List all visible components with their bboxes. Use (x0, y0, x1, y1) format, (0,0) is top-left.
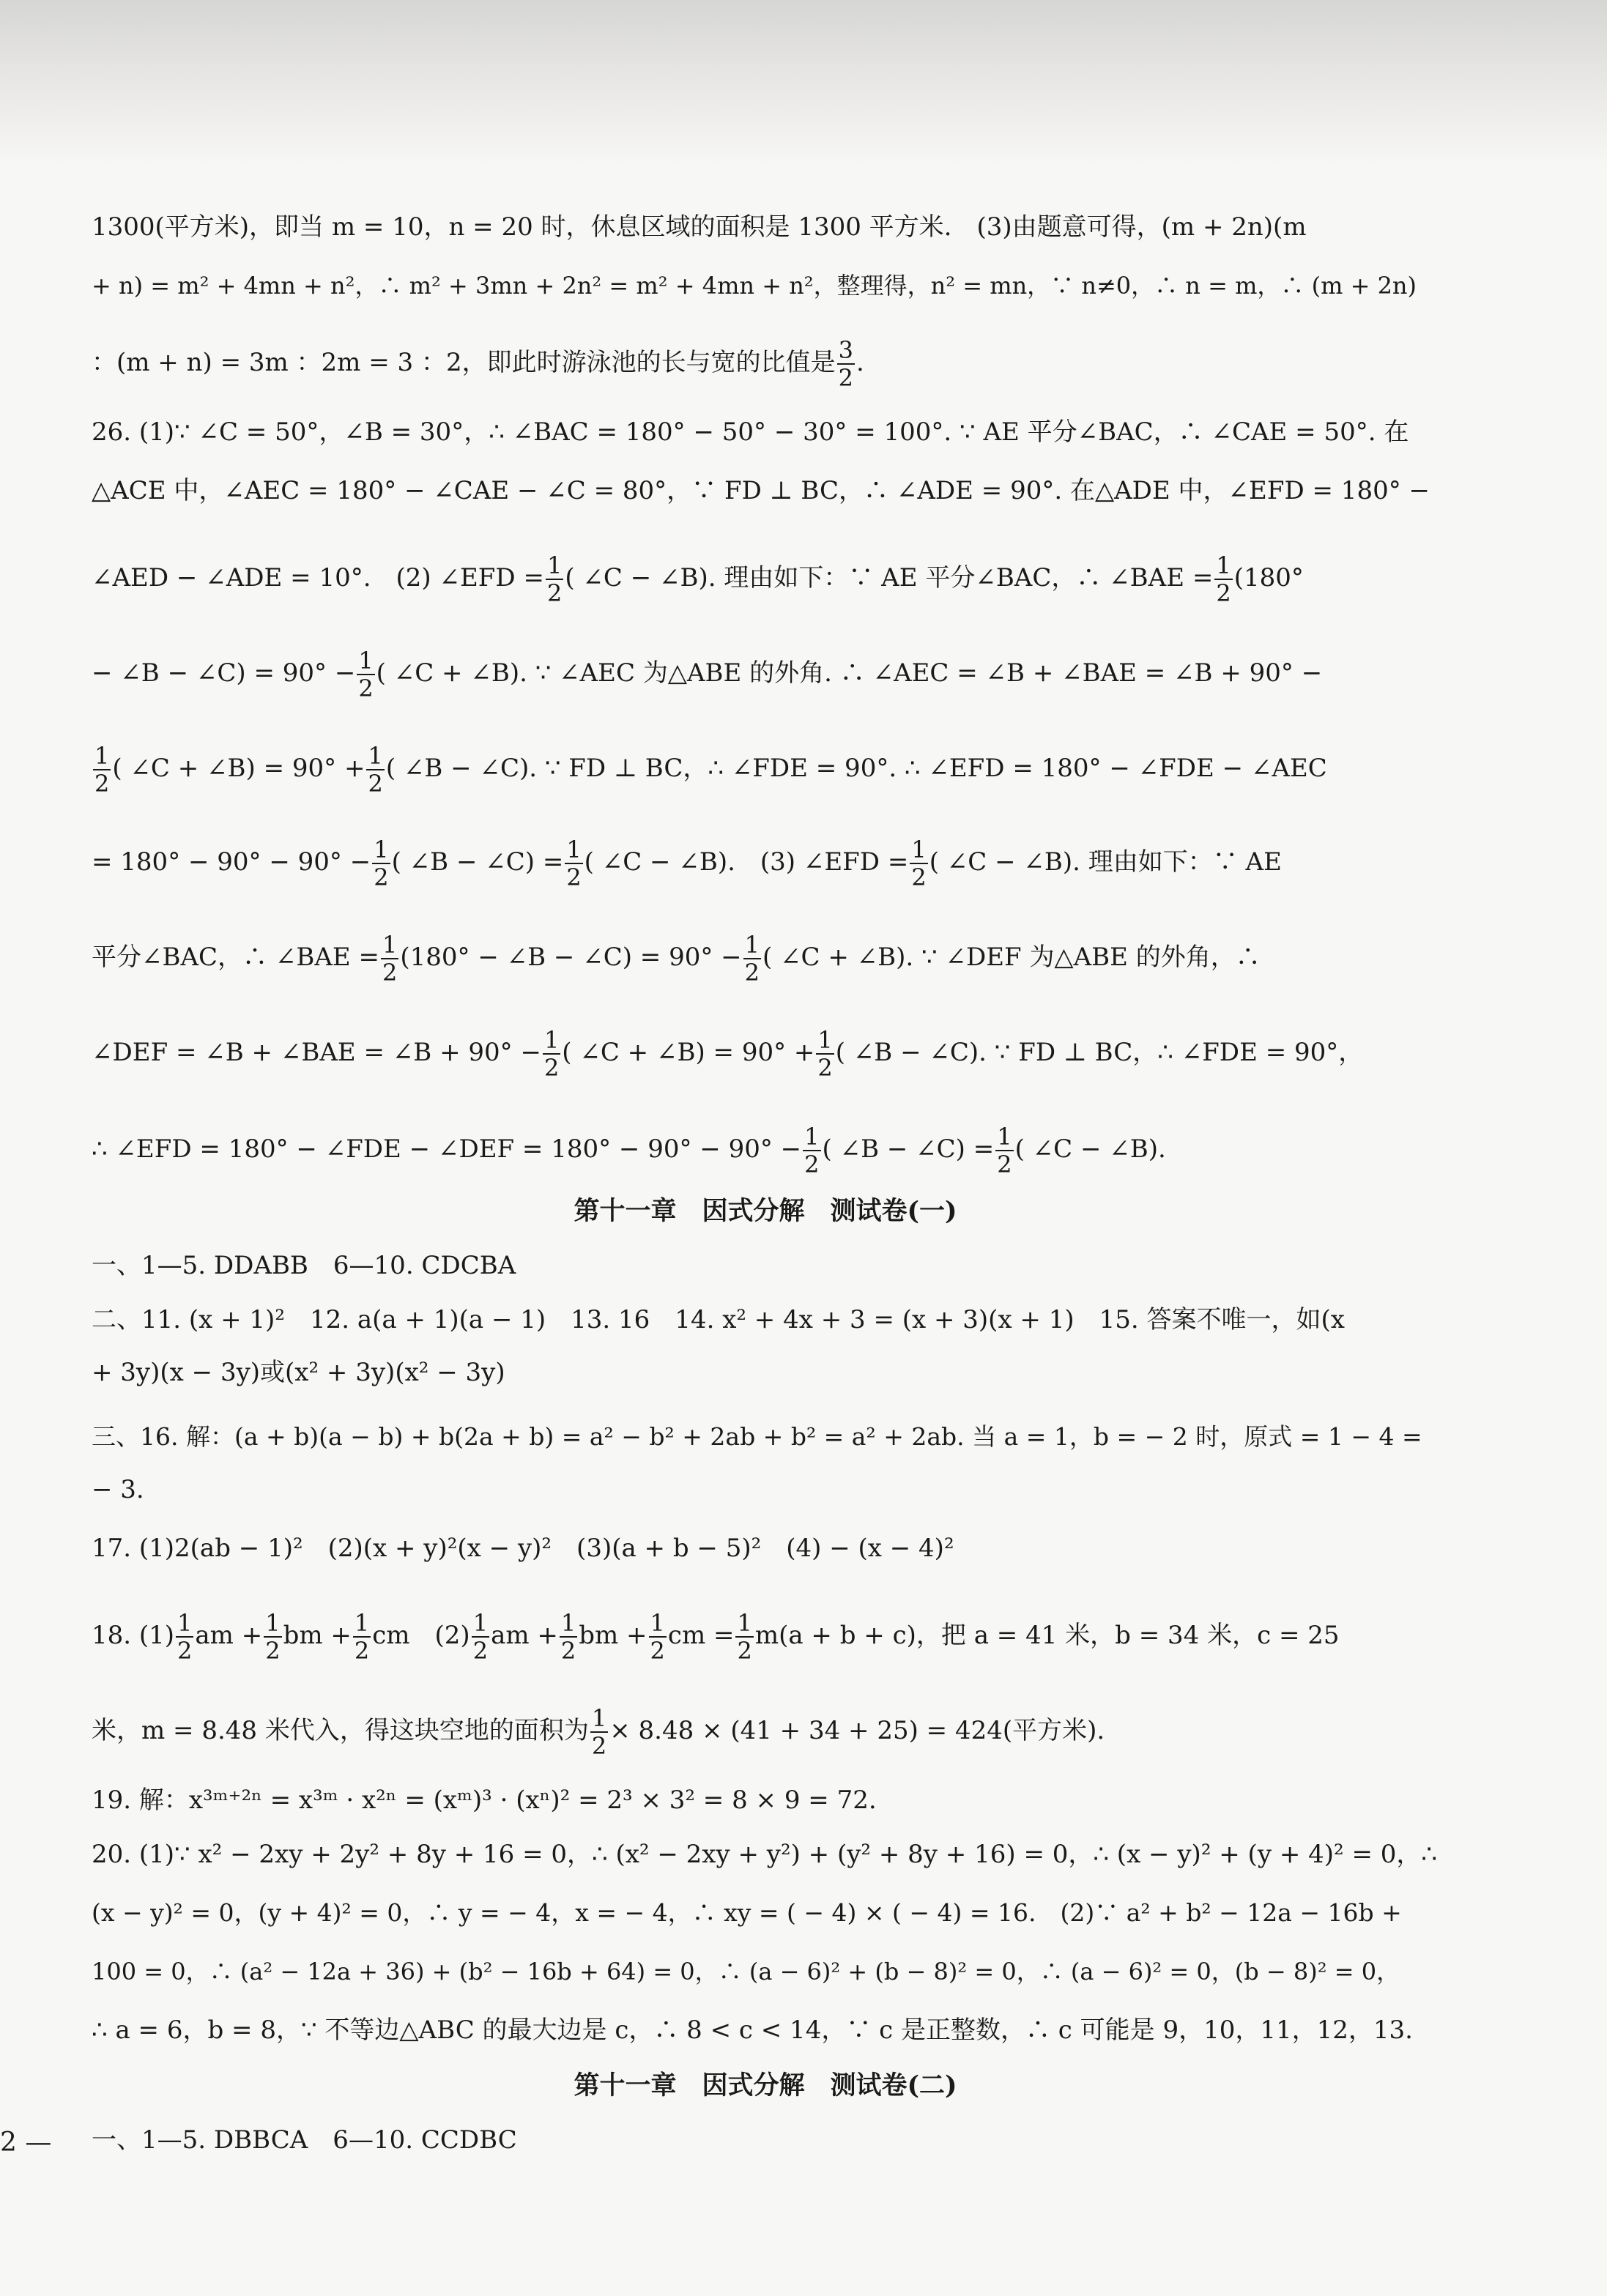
fraction: $\frac{1}{2}$ (374, 836, 389, 891)
text-line: △ACE 中，∠AEC = 180° − ∠CAE − ∠C = 80°，∵ FD ⊥ BC，∴ ∠ADE = 90°. 在△ADE 中，∠EFD = 180° − (92, 476, 1430, 505)
fraction: $\frac{1}{2}$ (744, 931, 760, 987)
page-number: 2 — (0, 2128, 52, 2158)
fraction: $\frac{1}{2}$ (560, 1609, 576, 1665)
text-line: 平分∠BAC，∴ ∠BAE = $\frac{1}{2}$ (180° − ∠B − ∠C) = 90° − $\frac{1}{2}$ ( ∠C + ∠B). ∵ ∠DEF 为△ABE 的外角，∴ (92, 931, 1261, 987)
fraction: $\frac{1}{2}$ (354, 1609, 370, 1665)
fraction: $\frac{1}{2}$ (650, 1609, 665, 1665)
text-line: ：(m + n) = 3m ：2m = 3 ：2，即此时游泳池的长与宽的比值是 $\frac{3}{2}$ . (92, 336, 864, 392)
text-line: 18. (1) $\frac{1}{2}$ am + $\frac{1}{2}$ bm + $\frac{1}{2}$ cm (2) $\frac{1}{2}$ am + $\frac{1}{2}$ bm + $\frac{1}{2}$ cm = $\frac{1}{2}$ m(a + b + c)，把 a = 41 米，b = 34 米，c = 25 (92, 1609, 1340, 1665)
text-line: ∠DEF = ∠B + ∠BAE = ∠B + 90° − $\frac{1}{2}$ ( ∠C + ∠B) = 90° + $\frac{1}{2}$ ( ∠B − ∠C). ∵ FD ⊥ BC，∴ ∠FDE = 90°， (92, 1026, 1364, 1082)
fraction: $\frac{1}{2}$ (911, 836, 927, 891)
fraction: $\frac{1}{2}$ (997, 1123, 1012, 1178)
fraction: $\frac{1}{2}$ (543, 1026, 560, 1082)
text-line: 1300(平方米)，即当 m = 10，n = 20 时，休息区域的面积是 1300 平方米. (3)由题意可得，(m + 2n)(m (92, 212, 1307, 242)
text-line: 三、16. 解：(a + b)(a − b) + b(2a + b) = a² − b² + 2ab + b² = a² + 2ab. 当 a = 1，b = − 2 时，原式 = 1 − 4 = (92, 1422, 1422, 1451)
text-line: 二、11. (x + 1)² 12. a(a + 1)(a − 1) 13. 16 14. x² + 4x + 3 = (x + 3)(x + 1) 15. 答案不唯一，如(x (92, 1305, 1345, 1334)
fraction: $\frac{1}{2}$ (546, 551, 563, 607)
text-line: − 3. (92, 1475, 144, 1504)
text-line: 19. 解：x³ᵐ⁺²ⁿ = x³ᵐ · x²ⁿ = (xᵐ)³ · (xⁿ)² = 2³ × 3² = 8 × 9 = 72. (92, 1786, 877, 1815)
fraction: $\frac{1}{2}$ (566, 836, 582, 891)
text-line: 一、1—5. DBBCA 6—10. CCDBC (92, 2125, 517, 2155)
section-heading: 第十一章 因式分解 测试卷(二) (574, 2070, 957, 2100)
text-line: $\frac{1}{2}$ ( ∠C + ∠B) = 90° + $\frac{1}{2}$ ( ∠B − ∠C). ∵ FD ⊥ BC，∴ ∠FDE = 90°. ∴ ∠EFD = 180° − ∠FDE − ∠AEC (94, 742, 1327, 798)
fraction: $\frac{1}{2}$ (368, 742, 383, 798)
text-line: 17. (1)2(ab − 1)² (2)(x + y)²(x − y)² (3)(a + b − 5)² (4) − (x − 4)² (92, 1534, 954, 1563)
text-line: = 180° − 90° − 90° − $\frac{1}{2}$ ( ∠B − ∠C) = $\frac{1}{2}$ ( ∠C − ∠B). (3) ∠EFD = $\frac{1}{2}$ ( ∠C − ∠B). 理由如下：∵ AE (92, 836, 1282, 891)
text-line: 20. (1)∵ x² − 2xy + 2y² + 8y + 16 = 0，∴ (x² − 2xy + y²) + (y² + 8y + 16) = 0，∴ (x − y)² + (y + 4)² = 0，∴ (92, 1840, 1438, 1869)
fraction: $\frac{1}{2}$ (358, 647, 374, 702)
text-line: 米，m = 8.48 米代入，得这块空地的面积为 $\frac{1}{2}$ × 8.48 × (41 + 34 + 25) = 424(平方米). (92, 1704, 1105, 1760)
text-line: ∠AED − ∠ADE = 10°. (2) ∠EFD = $\frac{1}{2}$ ( ∠C − ∠B). 理由如下：∵ AE 平分∠BAC，∴ ∠BAE = $\frac{1}{2}$ (180° (92, 551, 1304, 607)
fraction: $\frac{1}{2}$ (737, 1609, 752, 1665)
text-line: ∴ ∠EFD = 180° − ∠FDE − ∠DEF = 180° − 90° − 90° − $\frac{1}{2}$ ( ∠B − ∠C) = $\frac{1}{2}$ ( ∠C − ∠B). (92, 1123, 1166, 1178)
text-line: − ∠B − ∠C) = 90° − $\frac{1}{2}$ ( ∠C + ∠B). ∵ ∠AEC 为△ABE 的外角. ∴ ∠AEC = ∠B + ∠BAE = ∠B + 90° − (92, 647, 1323, 702)
fraction: $\frac{1}{2}$ (817, 1026, 833, 1082)
fraction: $\frac{1}{2}$ (804, 1123, 820, 1178)
text-line: + n) = m² + 4mn + n²，∴ m² + 3mn + 2n² = m² + 4mn + n²，整理得，n² = mn，∵ n≠0，∴ n = m，∴ (m + 2n) (92, 272, 1417, 300)
text-line: 一、1—5. DDABB 6—10. CDCBA (92, 1251, 516, 1280)
text-line: 26. (1)∵ ∠C = 50°，∠B = 30°，∴ ∠BAC = 180° − 50° − 30° = 100°. ∵ AE 平分∠BAC，∴ ∠CAE = 50°. 在 (92, 417, 1409, 447)
fraction: $\frac{1}{2}$ (591, 1704, 607, 1760)
fraction: $\frac{1}{2}$ (265, 1609, 281, 1665)
fraction: $\frac{1}{2}$ (177, 1609, 193, 1665)
fraction: $\frac{1}{2}$ (472, 1609, 489, 1665)
fraction: $\frac{1}{2}$ (1216, 551, 1231, 607)
section-heading: 第十一章 因式分解 测试卷(一) (574, 1196, 957, 1226)
text-line: 100 = 0，∴ (a² − 12a + 36) + (b² − 16b + 64) = 0，∴ (a − 6)² + (b − 8)² = 0，∴ (a − 6)² = 0，(b − 8)² = 0， (92, 1958, 1400, 1985)
fraction: $\frac{1}{2}$ (94, 742, 110, 798)
fraction: $\frac{1}{2}$ (382, 931, 398, 987)
text-line: ∴ a = 6，b = 8，∵ 不等边△ABC 的最大边是 c，∴ 8 < c < 14，∵ c 是正整数，∴ c 可能是 9，10，11，12，13. (92, 2015, 1413, 2045)
text-line: + 3y)(x − 3y)或(x² + 3y)(x² − 3y) (92, 1358, 505, 1387)
fraction: $\frac{3}{2}$ (838, 336, 853, 392)
scan-shadow (0, 0, 1607, 168)
text-line: (x − y)² = 0，(y + 4)² = 0，∴ y = − 4，x = − 4，∴ xy = ( − 4) × ( − 4) = 16. (2)∵ a² + b² − 12a − 16b + (92, 1898, 1402, 1927)
